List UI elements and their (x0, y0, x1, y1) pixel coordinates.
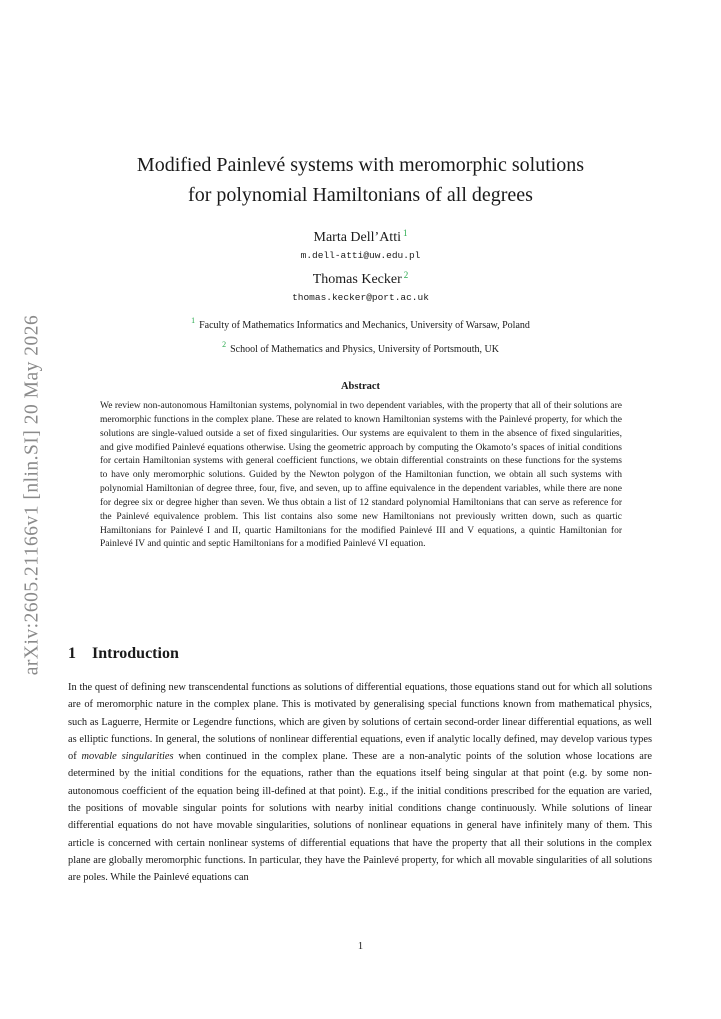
affiliation-2-text: School of Mathematics and Physics, University of Portsmouth, UK (230, 344, 499, 355)
affiliation-1 (0, 316, 721, 331)
abstract-body: We review non-autonomous Hamiltonian systems, polynomial in two dependent variables, with the property that all of their solutions are meromorphic functions in the complex plane. These are related to known Hamiltonian systems with the Painlevé property, for which the solutions are single-valued outside a set of fixed singularities. Our systems are equivalent to them in the absence of fixed singularities, and give modified Painlevé equations otherwise. Using the geometric approach by computing the Okamoto’s spaces of initial conditions for certain Hamiltonian systems with general coefficient functions, we obtain differential constraints on these functions for the systems to have only meromorphic solutions. Guided by the Newton polygon of the Hamiltonian function, we obtain all such systems with polynomial Hamiltonian of degree three, four, five, and seven, up to affine equivalence in the dependent variables, while there are none for degree six or degree higher than seven. We thus obtain a list of 12 standard polynomial Hamiltonians that can serve as reference for the Painlevé equivalence problem. This list contains also some new Hamiltonians not previously written down, such as quartic Hamiltonians for Painlevé I and II, quartic Hamiltonians for the modified Painlevé III and V equations, a quintic Hamiltonian for Painlevé IV and quintic and septic Hamiltonians for a modified Painlevé VI equation. (100, 401, 622, 550)
section-heading (68, 645, 179, 663)
author-2-email: thomas.kecker@port.ac.uk (292, 292, 429, 303)
author-1-affiliation-mark: 1 (402, 228, 408, 238)
introduction-paragraph (68, 679, 652, 887)
intro-emphasis: movable singularities (81, 751, 174, 763)
section-number: 1 (68, 645, 76, 662)
intro-text-part-1: In the quest of defining new transcendental functions as solutions of differential equations, those equations stand out for which all solutions are of meromorphic nature in the complex plane. This is motivated by generalising special functions known from mathematical physics, such as Laguerre, Hermite or Legendre functions, which are given by solutions of certain second-order linear differential equations, as well as elliptic functions. In general, the solutions of nonlinear differential equations, even if analytic locally defined, may develop various types of (68, 682, 652, 763)
abstract-heading: Abstract (340, 381, 381, 392)
section-title: Introduction (92, 645, 179, 662)
arxiv-identifier-text: arXiv:2605.21166v1 [nlin.SI] 20 May 2026 (21, 314, 42, 676)
affiliation-2 (0, 340, 721, 355)
affiliation-1-mark: 1 (191, 316, 196, 325)
paper-title-line-1: Modified Painlevé systems with meromorphic solutions (136, 154, 585, 176)
author-1-name: Marta Dell’Atti (313, 230, 401, 245)
author-2-name-line (0, 270, 721, 288)
author-1-name-line (0, 228, 721, 246)
affiliation-2-mark: 2 (222, 340, 227, 349)
paper-title (0, 150, 721, 210)
paper-title-line-2: for polynomial Hamiltonians of all degrees (188, 184, 533, 206)
author-2-affiliation-mark: 2 (403, 270, 409, 280)
page-number: 1 (357, 941, 364, 952)
author-2-name: Thomas Kecker (312, 272, 402, 287)
author-1-email: m.dell-atti@uw.edu.pl (300, 250, 421, 261)
intro-text-part-2: when continued in the complex plane. These are a non-analytic points of the solution whose locations are determined by the initial conditions for the equations, rather than the equations itself being singular at that point (e.g. by some non-autonomous coefficient of the equation being ill-defined at that point). E.g., if the initial conditions prescribed for the equation are varied, the positions of movable singular points for solutions with nearby initial conditions change continuously. While solutions of linear differential equations do not have movable singularities, solutions of nonlinear equations in general have infinitely many of them. This article is concerned with certain nonlinear systems of differential equations that have the property that all their solutions in the complex plane are globally meromorphic functions. In particular, they have the Painlevé property, for which all movable singularities of all solutions are poles. While the Painlevé equations can (68, 751, 652, 884)
affiliation-1-text: Faculty of Mathematics Informatics and Mechanics, University of Warsaw, Poland (199, 320, 530, 331)
